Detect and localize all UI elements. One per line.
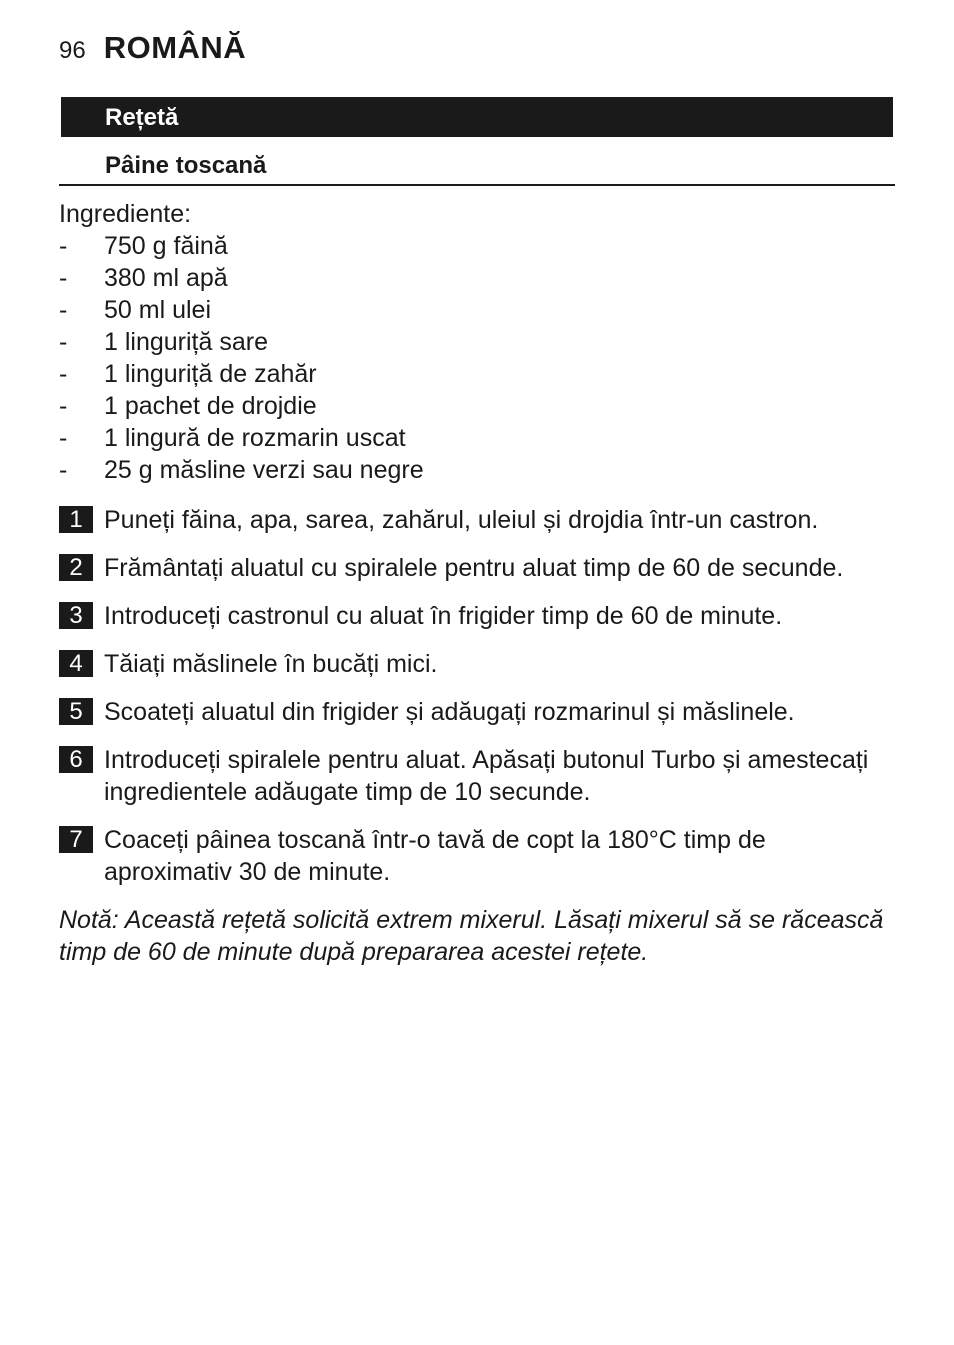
ingredients-list — [59, 230, 899, 486]
ingredient-item: - 1 pachet de drojdie — [59, 392, 317, 420]
step-item — [59, 744, 899, 808]
recipe-title: Pâine toscană — [59, 150, 895, 186]
step-text: Tăiați măslinele în bucăți mici. — [104, 650, 438, 678]
ingredient-item: - 380 ml apă — [59, 264, 228, 292]
recipe-content — [59, 198, 899, 968]
step-number: 6 — [59, 746, 93, 773]
step-text: Introduceți castronul cu aluat în frigider timp de 60 de minute. — [104, 602, 783, 630]
step-item — [59, 504, 899, 536]
steps-list — [59, 504, 899, 888]
step-number: 1 — [59, 506, 93, 533]
step-number: 5 — [59, 698, 93, 725]
language-title: ROMÂNĂ — [103, 30, 247, 65]
step-text: Introduceți spiralele pentru aluat. Apăsați butonul Turbo și amestecați ingredientele adăugate timp de 10 secunde. — [104, 746, 869, 806]
step-text: Coaceți pâinea toscană într-o tavă de copt la 180°C timp de aproximativ 30 de minute. — [104, 826, 766, 886]
ingredient-item: - 25 g măsline verzi sau negre — [59, 456, 424, 484]
step-text: Scoateți aluatul din frigider și adăugați rozmarinul și măslinele. — [104, 698, 795, 726]
step-text: Puneți făina, apa, sarea, zahărul, uleiul și drojdia într-un castron. — [104, 506, 819, 534]
step-item — [59, 552, 899, 584]
page-header — [59, 30, 246, 66]
step-item — [59, 648, 899, 680]
page-number: 96 — [59, 37, 86, 64]
ingredients-label: Ingrediente: — [59, 200, 192, 228]
ingredient-item: - 1 linguriță sare — [59, 328, 268, 356]
step-item — [59, 696, 899, 728]
step-item — [59, 600, 899, 632]
section-heading: Rețetă — [61, 97, 893, 137]
ingredient-item: - 1 lingură de rozmarin uscat — [59, 424, 406, 452]
ingredient-item: - 750 g făină — [59, 232, 228, 260]
step-number: 4 — [59, 650, 93, 677]
step-item — [59, 824, 899, 888]
recipe-note: Notă: Această rețetă solicită extrem mixerul. Lăsați mixerul să se răcească timp de 60 de minute după prepararea acestei rețete. — [59, 906, 884, 966]
step-number: 7 — [59, 826, 93, 853]
ingredient-item: - 50 ml ulei — [59, 296, 211, 324]
step-number: 2 — [59, 554, 93, 581]
step-text: Frământați aluatul cu spiralele pentru aluat timp de 60 de secunde. — [104, 554, 844, 582]
ingredient-item: - 1 linguriță de zahăr — [59, 360, 317, 388]
step-number: 3 — [59, 602, 93, 629]
